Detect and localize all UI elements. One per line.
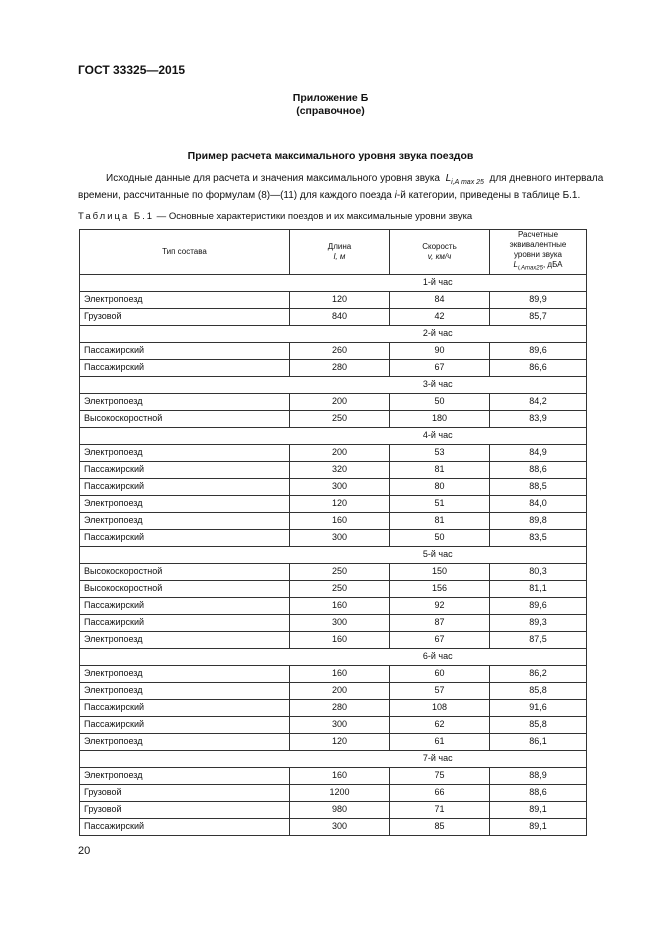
table-row [80,291,587,308]
cell-speed: 60 [390,665,490,682]
appendix-subtitle: (справочное) [296,105,365,117]
cell-train-type: Пассажирский [80,818,290,835]
cell-length: 120 [290,733,390,750]
hour-row [80,750,587,767]
cell-sound-level: 89,9 [490,291,587,308]
cell-sound-level: 85,7 [490,308,587,325]
cell-train-type: Пассажирский [80,529,290,546]
header-level-unit: , дБА [542,260,563,269]
cell-length: 280 [290,699,390,716]
trains-table [79,229,587,836]
cell-train-type: Электропоезд [80,495,290,512]
table-row [80,784,587,801]
header-level [490,230,587,275]
cell-speed: 90 [390,342,490,359]
cell-sound-level: 84,0 [490,495,587,512]
cell-length: 980 [290,801,390,818]
paragraph-text: Исходные данные для расчета и значения максимального уровня звука [106,173,440,184]
table-row [80,410,587,427]
cell-length: 160 [290,767,390,784]
header-speed-label: Скорость [422,241,457,251]
hour-row-spacer [80,376,290,393]
cell-train-type: Пассажирский [80,716,290,733]
document-id: ГОСТ 33325—2015 [78,63,186,77]
cell-train-type: Электропоезд [80,512,290,529]
table-row [80,597,587,614]
cell-length: 160 [290,631,390,648]
cell-train-type: Пассажирский [80,614,290,631]
cell-length: 200 [290,444,390,461]
cell-train-type: Электропоезд [80,393,290,410]
cell-length: 120 [290,495,390,512]
appendix-heading [0,92,661,118]
formula-symbol: L [445,173,452,184]
cell-train-type: Электропоезд [80,682,290,699]
cell-speed: 84 [390,291,490,308]
cell-speed: 150 [390,563,490,580]
intro-paragraph [78,172,604,202]
hour-row [80,648,587,665]
cell-train-type: Высокоскоростной [80,563,290,580]
cell-sound-level: 80,3 [490,563,587,580]
table-row [80,478,587,495]
cell-length: 300 [290,818,390,835]
cell-length: 260 [290,342,390,359]
paragraph-text: времени, рассчитанные по формулам (8)—(11) для каждого поезда [78,190,392,201]
cell-sound-level: 87,5 [490,631,587,648]
cell-train-type: Грузовой [80,784,290,801]
cell-train-type: Пассажирский [80,699,290,716]
hour-row-spacer [80,648,290,665]
table-row [80,512,587,529]
cell-train-type: Электропоезд [80,665,290,682]
hour-row [80,427,587,444]
cell-length: 300 [290,716,390,733]
hour-label: 4-й час [290,427,587,444]
cell-sound-level: 86,2 [490,665,587,682]
header-length-unit: l, м [333,251,346,261]
cell-length: 320 [290,461,390,478]
cell-length: 300 [290,529,390,546]
cell-sound-level: 88,6 [490,784,587,801]
table-body [80,274,587,835]
cell-train-type: Грузовой [80,308,290,325]
cell-speed: 57 [390,682,490,699]
formula-index: i [394,190,397,201]
cell-sound-level: 91,6 [490,699,587,716]
paragraph-text: -й категории, приведены в таблице Б.1. [396,190,581,201]
table-row [80,308,587,325]
table-caption-label: Таблица Б.1 [78,211,155,222]
table-row [80,767,587,784]
table-row [80,359,587,376]
cell-sound-level: 89,1 [490,818,587,835]
table-row [80,733,587,750]
cell-sound-level: 83,5 [490,529,587,546]
cell-sound-level: 89,6 [490,342,587,359]
table-row [80,461,587,478]
hour-row-spacer [80,750,290,767]
cell-speed: 50 [390,393,490,410]
table-row [80,529,587,546]
cell-length: 160 [290,665,390,682]
table-row [80,818,587,835]
hour-row-spacer [80,274,290,291]
table-row [80,716,587,733]
hour-label: 6-й час [290,648,587,665]
cell-train-type: Электропоезд [80,444,290,461]
hour-label: 2-й час [290,325,587,342]
cell-train-type: Электропоезд [80,767,290,784]
cell-length: 250 [290,563,390,580]
table-row [80,580,587,597]
hour-row [80,376,587,393]
paragraph-text: для дневного интервала [489,173,604,184]
cell-length: 160 [290,597,390,614]
header-speed-unit: v, км/ч [427,251,452,261]
hour-row [80,325,587,342]
cell-speed: 67 [390,359,490,376]
cell-speed: 61 [390,733,490,750]
cell-speed: 42 [390,308,490,325]
cell-sound-level: 89,1 [490,801,587,818]
cell-sound-level: 86,1 [490,733,587,750]
hour-row-spacer [80,325,290,342]
cell-length: 1200 [290,784,390,801]
cell-length: 300 [290,478,390,495]
cell-speed: 81 [390,512,490,529]
table-row [80,801,587,818]
cell-sound-level: 83,9 [490,410,587,427]
hour-label: 3-й час [290,376,587,393]
section-title: Пример расчета максимального уровня звука поездов [187,150,474,162]
cell-length: 250 [290,580,390,597]
table-row [80,614,587,631]
cell-length: 280 [290,359,390,376]
cell-train-type: Высокоскоростной [80,580,290,597]
header-type: Тип состава [80,230,290,275]
table-row [80,342,587,359]
cell-speed: 108 [390,699,490,716]
cell-speed: 75 [390,767,490,784]
table-row [80,665,587,682]
hour-row [80,546,587,563]
cell-speed: 92 [390,597,490,614]
cell-length: 300 [290,614,390,631]
paragraph-line-2 [78,189,586,202]
cell-sound-level: 85,8 [490,716,587,733]
formula-subscript: i,A max 25 [451,179,484,186]
header-level-symbol: L [513,260,518,269]
hour-row-spacer [80,427,290,444]
cell-speed: 62 [390,716,490,733]
cell-speed: 85 [390,818,490,835]
cell-speed: 87 [390,614,490,631]
hour-label: 1-й час [290,274,587,291]
cell-train-type: Электропоезд [80,291,290,308]
header-length-label: Длина [327,241,352,251]
header-length [290,230,390,275]
hour-label: 5-й час [290,546,587,563]
cell-train-type: Пассажирский [80,597,290,614]
cell-speed: 156 [390,580,490,597]
table-header-row [80,230,587,275]
hour-label: 7-й час [290,750,587,767]
cell-length: 200 [290,682,390,699]
header-level-subscript: i,Amax25 [517,265,543,272]
table-row [80,563,587,580]
hour-row [80,274,587,291]
cell-train-type: Пассажирский [80,461,290,478]
cell-sound-level: 89,6 [490,597,587,614]
cell-speed: 66 [390,784,490,801]
table-row [80,393,587,410]
cell-train-type: Электропоезд [80,631,290,648]
cell-train-type: Пассажирский [80,478,290,495]
cell-sound-level: 81,1 [490,580,587,597]
cell-sound-level: 86,6 [490,359,587,376]
cell-sound-level: 84,9 [490,444,587,461]
paragraph-line-1 [78,172,604,189]
cell-sound-level: 84,2 [490,393,587,410]
table-row [80,495,587,512]
cell-speed: 53 [390,444,490,461]
cell-speed: 51 [390,495,490,512]
cell-sound-level: 89,3 [490,614,587,631]
cell-sound-level: 89,8 [490,512,587,529]
table-caption-dash: — [154,211,169,222]
cell-length: 200 [290,393,390,410]
cell-sound-level: 88,5 [490,478,587,495]
cell-length: 160 [290,512,390,529]
cell-sound-level: 88,6 [490,461,587,478]
cell-train-type: Высокоскоростной [80,410,290,427]
cell-train-type: Пассажирский [80,342,290,359]
cell-speed: 81 [390,461,490,478]
cell-train-type: Электропоезд [80,733,290,750]
header-level-label-1: Расчетные эквивалентные [509,230,567,249]
cell-speed: 80 [390,478,490,495]
cell-speed: 71 [390,801,490,818]
cell-train-type: Грузовой [80,801,290,818]
table-row [80,631,587,648]
page-number: 20 [78,845,91,857]
cell-sound-level: 88,9 [490,767,587,784]
table-caption-text: Основные характеристики поездов и их максимальные уровни звука [168,211,473,222]
cell-train-type: Пассажирский [80,359,290,376]
appendix-title: Приложение Б [292,92,369,104]
table-row [80,682,587,699]
table-row [80,444,587,461]
header-level-label-2: уровни звука [513,250,563,259]
table-row [80,699,587,716]
cell-speed: 50 [390,529,490,546]
cell-speed: 67 [390,631,490,648]
table-caption [78,211,472,222]
cell-speed: 180 [390,410,490,427]
header-speed [390,230,490,275]
hour-row-spacer [80,546,290,563]
cell-length: 120 [290,291,390,308]
cell-length: 840 [290,308,390,325]
cell-length: 250 [290,410,390,427]
cell-sound-level: 85,8 [490,682,587,699]
